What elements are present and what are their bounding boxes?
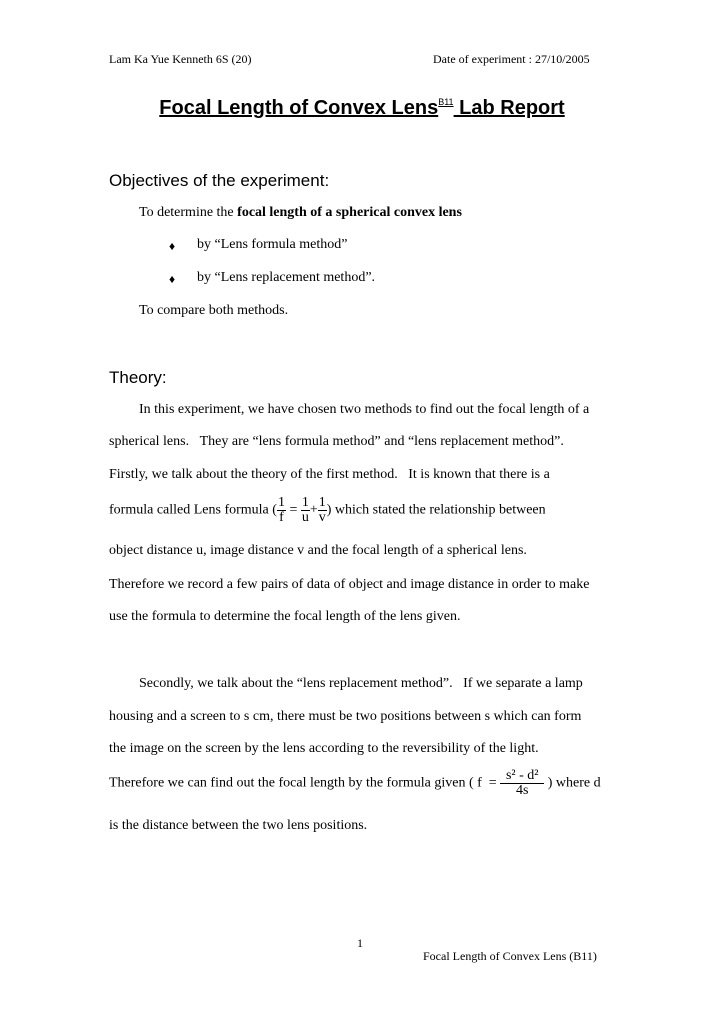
- bullet-diamond-icon: ♦: [169, 239, 176, 253]
- replacement-formula-fraction: [500, 769, 544, 798]
- objectives-intro-prefix: To determine the: [139, 205, 238, 220]
- fraction-numerator: 1: [277, 495, 285, 510]
- fraction-denominator: f: [279, 510, 284, 525]
- lens-formula-fraction-f: [277, 496, 286, 525]
- page-title: [0, 97, 724, 120]
- title-main: Focal Length of Convex Lens: [159, 97, 439, 119]
- theory-p2-line5: is the distance between the two lens positions.: [109, 818, 368, 833]
- theory-p1-line6: Therefore we record a few pairs of data of object and image distance in order to make: [109, 577, 590, 592]
- lens-formula-fraction-u: [301, 496, 310, 525]
- objective-bullet-2: by “Lens replacement method”.: [197, 270, 376, 285]
- fraction-denominator: 4s: [515, 783, 529, 798]
- header-author: Lam Ka Yue Kenneth 6S (20): [109, 52, 252, 66]
- title-superscript: B11: [438, 97, 454, 107]
- fraction-numerator: 1: [301, 495, 309, 510]
- theory-p1-line7: use the formula to determine the focal length of the lens given.: [109, 609, 461, 624]
- theory-p1-line5: object distance u, image distance v and the focal length of a spherical lens.: [109, 543, 527, 558]
- theory-p2-line3: the image on the screen by the lens according to the reversibility of the light.: [109, 741, 539, 756]
- theory-p1-line1: In this experiment, we have chosen two methods to find out the focal length of a: [139, 402, 590, 417]
- equals-sign: =: [289, 502, 298, 518]
- fraction-numerator: s² - d²: [500, 769, 544, 784]
- theory-p2-line1: Secondly, we talk about the “lens replacement method”. If we separate a lamp: [139, 676, 583, 691]
- theory-p1-line4: [109, 496, 546, 525]
- objectives-heading: Objectives of the experiment:: [109, 171, 330, 190]
- fraction-denominator: v: [318, 510, 326, 525]
- replacement-formula-prefix: Therefore we can find out the focal length by the formula given ( f =: [109, 775, 497, 791]
- objectives-intro-bold: focal length of a spherical convex lens: [237, 205, 462, 220]
- bullet-diamond-icon: ♦: [169, 272, 176, 286]
- title-suffix: Lab Report: [453, 97, 565, 119]
- theory-p2-line4: [109, 769, 601, 798]
- theory-p2-line2: housing and a screen to s cm, there must be two positions between s which can form: [109, 709, 582, 724]
- fraction-numerator: 1: [318, 495, 326, 510]
- plus-sign: +: [309, 502, 318, 518]
- fraction-denominator: u: [301, 510, 309, 525]
- theory-p1-line3: Firstly, we talk about the theory of the first method. It is known that there is a: [109, 467, 550, 482]
- lens-formula-suffix: ) which stated the relationship between: [326, 502, 546, 518]
- header-date: Date of experiment : 27/10/2005: [433, 52, 590, 66]
- objectives-intro: [139, 205, 462, 221]
- lens-formula-fraction-v: [318, 496, 327, 525]
- lens-formula-prefix: formula called Lens formula (: [109, 502, 277, 518]
- theory-heading: Theory:: [109, 368, 167, 387]
- theory-p1-line2: spherical lens. They are “lens formula method” and “lens replacement method”.: [109, 434, 564, 449]
- page-number: 1: [357, 936, 363, 950]
- objectives-compare: To compare both methods.: [139, 303, 289, 318]
- footer-running-title: Focal Length of Convex Lens (B11): [423, 949, 597, 963]
- replacement-formula-suffix: ) where d: [547, 775, 601, 791]
- objective-bullet-1: by “Lens formula method”: [197, 237, 348, 252]
